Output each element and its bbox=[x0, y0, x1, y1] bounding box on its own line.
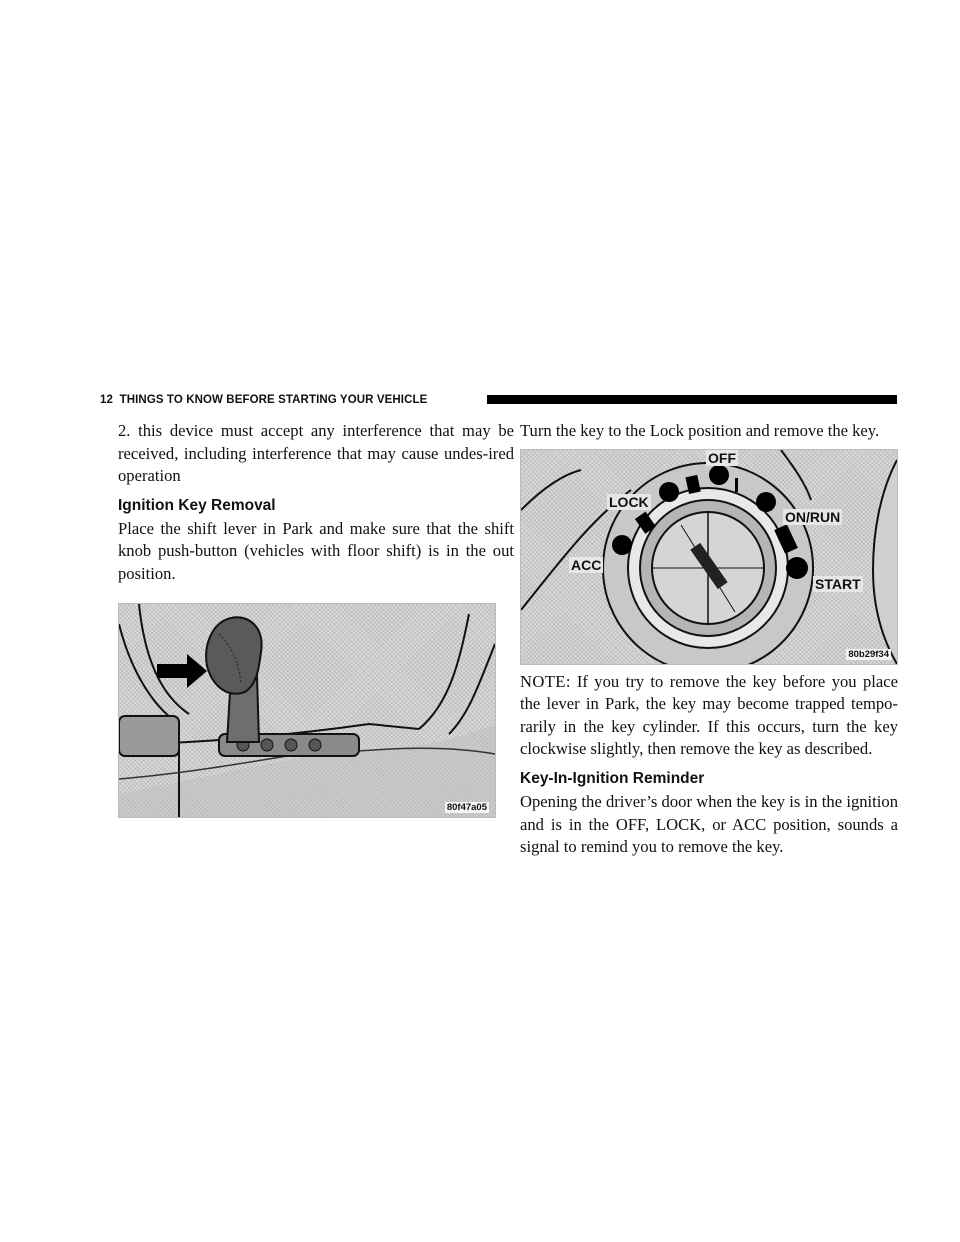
shift-lever-illustration bbox=[118, 603, 496, 818]
header-text bbox=[100, 391, 427, 409]
label-lock: LOCK bbox=[609, 493, 649, 510]
right-column bbox=[520, 420, 898, 859]
shift-lever-drawing bbox=[119, 604, 495, 817]
label-on-run: ON/RUN bbox=[785, 508, 841, 525]
lock-position-paragraph: Turn the key to the Lock position and remove the key. bbox=[520, 421, 880, 440]
reminder-paragraph: Opening the driver’s door when the key is in the ignition and is in the OFF, LOCK, or ACC position, sounds a signal to remind you to remove the key. bbox=[520, 791, 898, 857]
shift-lever-paragraph: Place the shift lever in Park and make sure that the shift knob push-button (vehicles with floor shift) is in the out position. bbox=[118, 518, 514, 583]
note-label: NOTE: bbox=[520, 671, 571, 691]
note-paragraph bbox=[520, 671, 898, 761]
label-start: START bbox=[815, 575, 861, 592]
interference-paragraph: 2. this device must accept any interference that may be received, including interference that may cause undes-ired operation bbox=[118, 421, 514, 486]
label-off: OFF bbox=[708, 449, 736, 466]
running-title: THINGS TO KNOW BEFORE STARTING YOUR VEHICLE bbox=[119, 394, 428, 406]
figure-code: 80f47a05 bbox=[446, 801, 487, 813]
note-text: If you try to remove the key before you place the lever in Park, the key may become trapped tempo-rarily in the key cylinder. If this occurs, turn the key clockwise slightly, then remove the key as described. bbox=[520, 671, 898, 759]
label-acc: ACC bbox=[571, 556, 602, 573]
left-column bbox=[118, 420, 514, 818]
header-rule bbox=[487, 395, 897, 404]
page-number: 12 bbox=[100, 394, 113, 406]
page-header bbox=[100, 391, 897, 411]
heading-ignition-key-removal: Ignition Key Removal bbox=[118, 496, 276, 514]
figure-code: 80b29f34 bbox=[848, 648, 889, 660]
ignition-switch-illustration bbox=[520, 449, 898, 665]
heading-key-in-ignition-reminder: Key-In-Ignition Reminder bbox=[520, 769, 705, 787]
